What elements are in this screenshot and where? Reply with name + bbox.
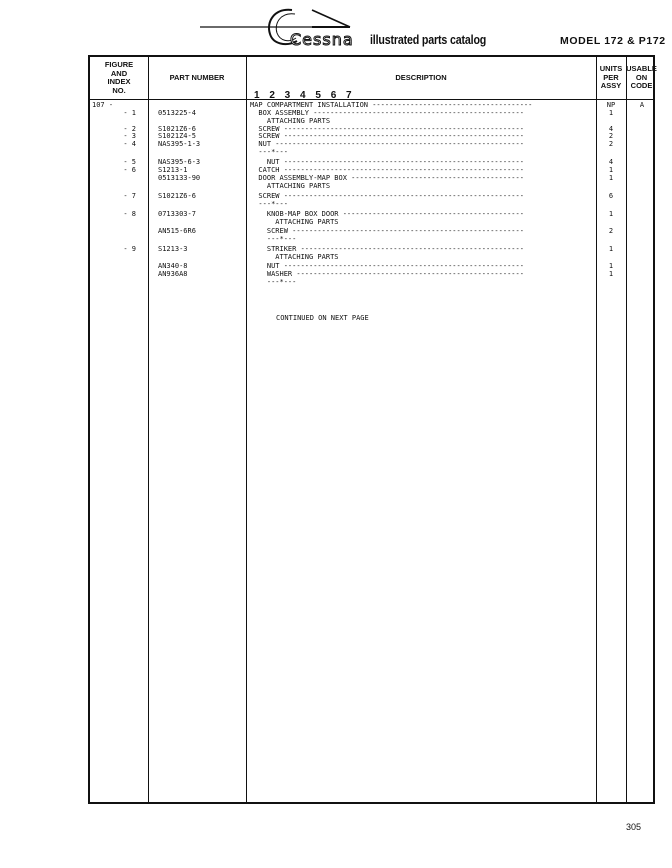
table-row <box>90 200 657 208</box>
table-row <box>90 140 657 148</box>
description-cell: SCREW --------------------------------------------------------- <box>250 132 524 140</box>
code-cell: A <box>639 101 645 109</box>
description-cell: SCREW --------------------------------------------------------- <box>250 125 524 133</box>
indent-digits: 1 2 3 4 5 6 7 <box>254 90 356 101</box>
units-cell: 4 <box>608 125 614 133</box>
units-cell: 1 <box>608 270 614 278</box>
part-number-cell: S1213-1 <box>158 166 188 174</box>
table-row <box>90 245 657 253</box>
header-line: ASSY <box>600 81 622 90</box>
table-row <box>90 174 657 182</box>
figure-index-cell: - 7 <box>123 192 136 200</box>
units-cell: 4 <box>608 158 614 166</box>
part-number-cell: AN936A8 <box>158 270 188 278</box>
continued-note: CONTINUED ON NEXT PAGE <box>276 314 369 322</box>
description-cell: ---*--- <box>250 278 297 286</box>
table-row <box>90 166 657 174</box>
description-cell: CATCH --------------------------------------------------------- <box>250 166 524 174</box>
figure-index-cell: - 8 <box>123 210 136 218</box>
table-row <box>90 192 657 200</box>
description-cell: ---*--- <box>250 235 297 243</box>
header-line: NO. <box>112 85 126 95</box>
description-cell: STRIKER ----------------------------------------------------- <box>250 245 524 253</box>
part-number-cell: AN340-8 <box>158 262 188 270</box>
figure-index-cell: - 1 <box>123 109 136 117</box>
table-row <box>90 262 657 270</box>
units-cell: 1 <box>608 174 614 182</box>
description-cell: NUT --------------------------------------------------------- <box>250 262 524 270</box>
description-cell: DOOR ASSEMBLY-MAP BOX ----------------------------------------- <box>250 174 524 182</box>
description-cell: WASHER ------------------------------------------------------ <box>250 270 524 278</box>
description-cell: SCREW ------------------------------------------------------- <box>250 227 524 235</box>
header-line: CODE <box>630 81 653 90</box>
units-cell: 1 <box>608 109 614 117</box>
units-cell: 2 <box>608 227 614 235</box>
part-number-cell: 0513225-4 <box>158 109 196 117</box>
table-row <box>90 158 657 166</box>
description-cell: ATTACHING PARTS <box>250 218 339 226</box>
figure-index-cell: - 3 <box>123 132 136 140</box>
header-line: FIGURE <box>104 60 134 69</box>
units-cell: 2 <box>608 140 614 148</box>
part-number-cell: NAS395-1-3 <box>158 140 201 148</box>
header-divider <box>90 99 653 100</box>
part-number-cell: S1021Z6-6 <box>158 192 196 200</box>
table-row <box>90 218 657 226</box>
units-cell: 2 <box>608 132 614 140</box>
table-row <box>90 227 657 235</box>
description-cell: NUT --------------------------------------------------------- <box>250 158 524 166</box>
header-line: PER <box>603 72 619 82</box>
units-cell: 1 <box>608 262 614 270</box>
table-row <box>90 109 657 117</box>
part-number-cell: S1021Z6-6 <box>158 125 196 133</box>
part-number-cell: NAS395-6-3 <box>158 158 201 166</box>
description-cell: ---*--- <box>250 148 288 156</box>
description-cell: BOX ASSEMBLY -------------------------------------------------- <box>250 109 524 117</box>
description-cell: KNOB-MAP BOX DOOR ------------------------------------------- <box>250 210 524 218</box>
header-line: INDEX <box>107 77 131 86</box>
description-column-header: DESCRIPTION <box>395 73 447 82</box>
page-number: 305 <box>626 822 642 832</box>
figure-index-cell: - 4 <box>123 140 136 148</box>
figure-index-cell: 107 - <box>92 101 114 109</box>
part-number-cell: S1021Z4-5 <box>158 132 196 140</box>
description-cell: SCREW --------------------------------------------------------- <box>250 192 524 200</box>
description-cell: MAP COMPARTMENT INSTALLATION -------------------------------------- <box>250 101 533 109</box>
units-cell: NP <box>606 101 616 109</box>
header-line: UNITS <box>599 64 623 73</box>
units-column-header <box>596 65 626 91</box>
parts-table <box>88 55 655 804</box>
units-cell: 1 <box>608 166 614 174</box>
units-cell: 1 <box>608 210 614 218</box>
table-row <box>90 132 657 140</box>
catalog-title: illustrated parts catalog <box>370 32 487 47</box>
description-cell: NUT ----------------------------------------------------------- <box>250 140 524 148</box>
table-row <box>90 278 657 286</box>
description-cell: ---*--- <box>250 200 288 208</box>
description-cell: ATTACHING PARTS <box>250 117 331 125</box>
figure-index-cell: - 9 <box>123 245 136 253</box>
logo-text: Cessna <box>290 30 354 49</box>
units-cell: 1 <box>608 245 614 253</box>
table-row <box>90 101 657 109</box>
description-cell: ATTACHING PARTS <box>250 253 339 261</box>
part-number-cell: 0713303-7 <box>158 210 196 218</box>
code-column-header <box>626 65 657 91</box>
figure-column-header <box>90 61 148 95</box>
figure-index-cell: - 2 <box>123 125 136 133</box>
table-row <box>90 148 657 156</box>
table-row <box>90 210 657 218</box>
part-number-cell: AN515-6R6 <box>158 227 196 235</box>
description-cell: ATTACHING PARTS <box>250 182 331 190</box>
table-row <box>90 253 657 261</box>
table-row <box>90 270 657 278</box>
figure-index-cell: - 5 <box>123 158 136 166</box>
header-line: ON <box>635 72 648 82</box>
table-row <box>90 182 657 190</box>
part-number-cell: 0513133-90 <box>158 174 201 182</box>
units-cell: 6 <box>608 192 614 200</box>
header-line: AND <box>110 68 128 78</box>
part-number-column-header: PART NUMBER <box>169 73 225 82</box>
model-label: MODEL 172 & P172 <box>560 35 666 47</box>
header-line: USABLE <box>626 64 657 73</box>
table-row <box>90 117 657 125</box>
figure-index-cell: - 6 <box>123 166 136 174</box>
table-row <box>90 235 657 243</box>
part-number-cell: S1213-3 <box>158 245 188 253</box>
